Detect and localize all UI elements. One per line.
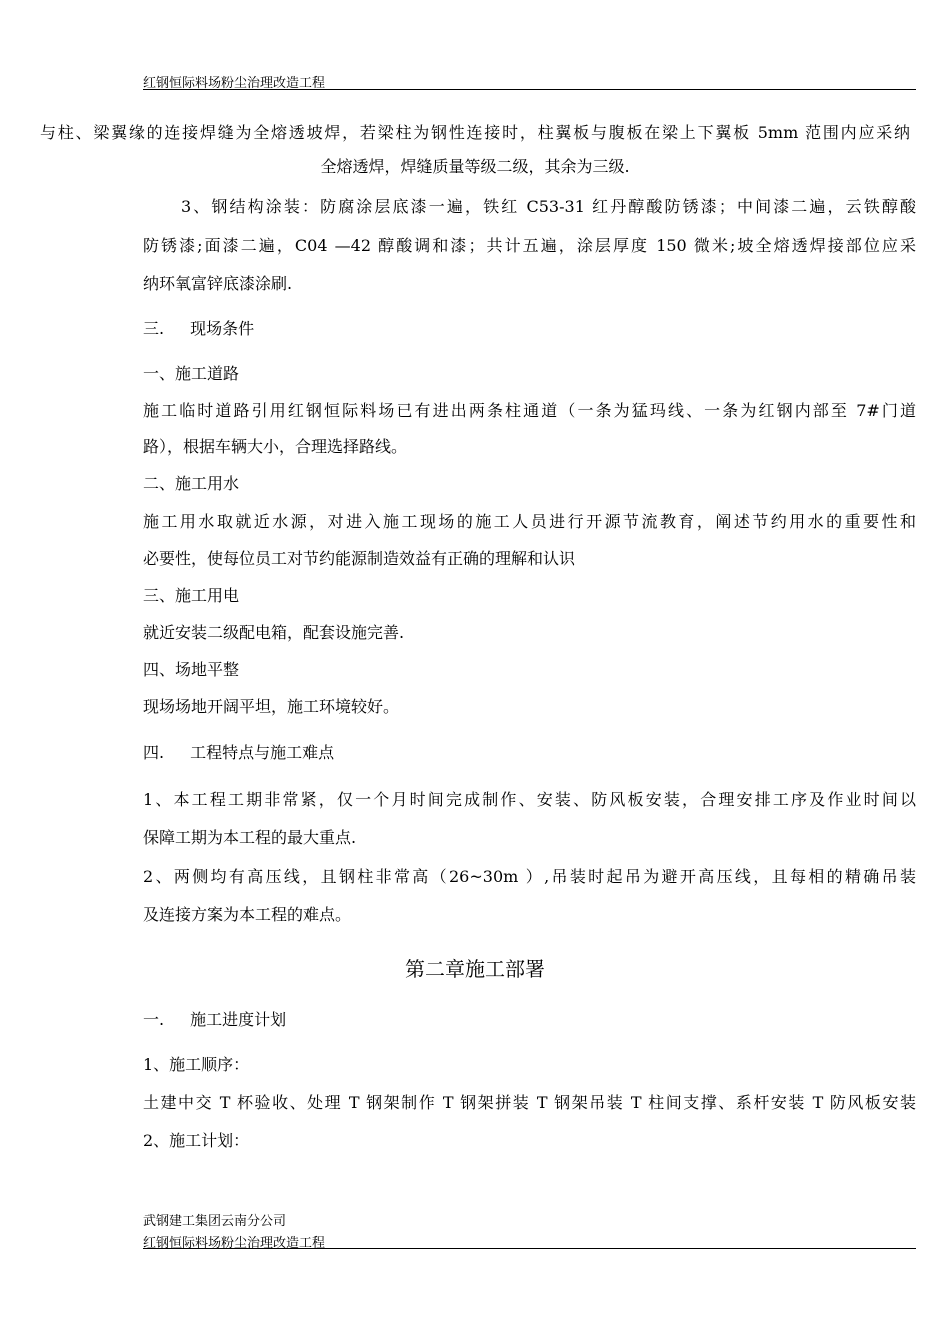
section-number: 一. [143, 1010, 165, 1029]
subheading-site: 四、场地平整 [143, 660, 240, 679]
section-heading-schedule [143, 1007, 286, 1030]
power-paragraph-line-1: 就近安装二级配电箱，配套设施完善. [143, 623, 405, 642]
water-paragraph-line-2: 必要性，使每位员工对节约能源制造效益有正确的理解和认识 [143, 549, 576, 568]
order-paragraph-line-1: 土建中交 T 杯验收、处理 T 钢架制作 T 钢架拼装 T 钢架吊装 T 柱间支撑、系杆安装 T 防风板安装 [143, 1093, 916, 1112]
coating-paragraph-line-2: 防锈漆;面漆二遍，C04 —42 醇酸调和漆；共计五遍，涂层厚度 150 微米;坡全熔透焊接部位应采 [143, 236, 916, 255]
section-title: 现场条件 [190, 319, 255, 338]
subheading-water: 二、施工用水 [143, 474, 240, 493]
chapter-title: 第二章施工部署 [405, 957, 545, 981]
section-title: 施工进度计划 [190, 1010, 287, 1029]
road-paragraph-line-2: 路），根据车辆大小，合理选择路线。 [143, 437, 408, 456]
subheading-order: 1、施工顺序： [143, 1055, 250, 1074]
feature-1-line-2: 保障工期为本工程的最大重点. [143, 828, 357, 847]
section-number: 三. [143, 319, 165, 338]
footer-company: 武钢建工集团云南分公司 [143, 1214, 287, 1229]
weld-paragraph-line-1: 与柱、梁翼缘的连接焊缝为全熔透坡焊，若梁柱为钢性连接时，柱翼板与腹板在梁上下翼板 5mm 范围内应采纳 [40, 123, 910, 142]
road-paragraph-line-1: 施工临时道路引用红钢恒际料场已有进出两条柱通道（一条为猛玛线、一条为红钢内部至 7#门道 [143, 401, 916, 420]
subheading-plan: 2、施工计划： [143, 1131, 250, 1150]
subheading-power: 三、施工用电 [143, 586, 240, 605]
section-title: 工程特点与施工难点 [190, 743, 335, 762]
header-rule [143, 89, 916, 90]
coating-paragraph-line-1: 3、钢结构涂装：防腐涂层底漆一遍，铁红 C53-31 红丹醇酸防锈漆；中间漆二遍，云铁醇酸 [181, 197, 916, 216]
weld-paragraph-line-2: 全熔透焊，焊缝质量等级二级，其余为三级. [320, 157, 630, 176]
section-number: 四. [143, 743, 165, 762]
page-header: 红钢恒际料场粉尘治理改造工程 [143, 76, 326, 91]
coating-paragraph-line-3: 纳环氧富锌底漆涂刷. [143, 274, 293, 293]
section-heading-site-conditions [143, 316, 254, 339]
water-paragraph-line-1: 施工用水取就近水源，对进入施工现场的施工人员进行开源节流教育，阐述节约用水的重要性和 [143, 512, 916, 531]
feature-1-line-1: 1、本工程工期非常紧，仅一个月时间完成制作、安装、防风板安装，合理安排工序及作业时间以 [143, 790, 916, 809]
footer-rule [143, 1248, 916, 1249]
site-paragraph-line-1: 现场场地开阔平坦，施工环境较好。 [143, 697, 400, 716]
section-heading-features [143, 740, 334, 763]
footer-project: 红钢恒际料场粉尘治理改造工程 [143, 1236, 326, 1251]
feature-2-line-2: 及连接方案为本工程的难点。 [143, 905, 352, 924]
subheading-road: 一、施工道路 [143, 364, 240, 383]
feature-2-line-1: 2、两侧均有高压线，且钢柱非常高（26~30m ）,吊装时起吊为避开高压线，且每相的精确吊装 [143, 867, 916, 886]
